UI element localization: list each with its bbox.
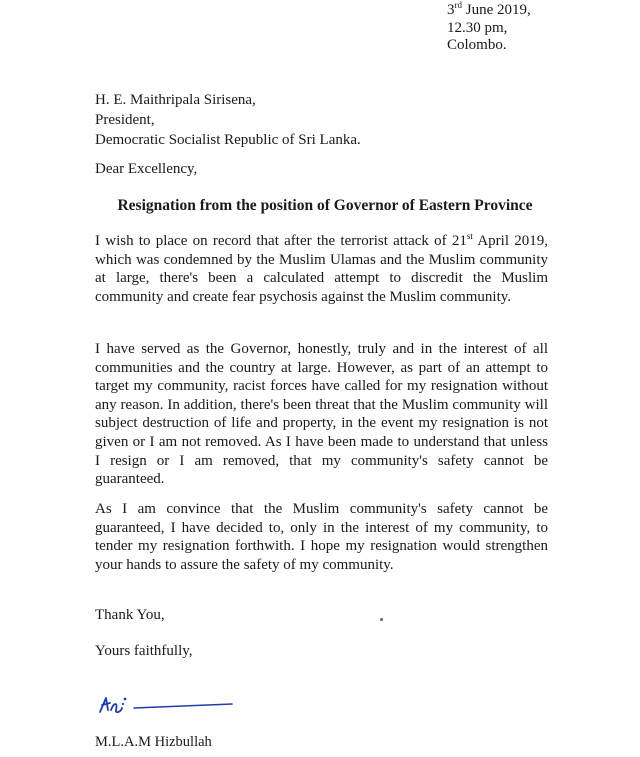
date-block: [447, 2, 531, 55]
handwritten-signature: [96, 690, 236, 720]
paragraph-3: As I am convince that the Muslim community's safety cannot be guaranteed, I have decided to, only in the interest of my community, to tender my resignation forthwith. I hope my resignation would strengthen your hands to assure the safety of my community.: [95, 501, 548, 573]
addressee-country: Democratic Socialist Republic of Sri Lanka.: [95, 132, 361, 148]
paragraph-2: I have served as the Governor, honestly, truly and in the interest of all communities and the country at large. However, as part of an attempt to target my community, racist forces have called for my resignation without any reason. In addition, there's been threat that the Muslim community will subject destruction of life and property, in the event my resignation is not given or I am not removed. As I have been made to understand that unless I resign or I am removed, that my community's safety cannot be guaranteed.: [95, 341, 548, 488]
letter-place: Colombo.: [447, 37, 507, 53]
addressee-block: [95, 90, 361, 150]
addressee-title: President,: [95, 112, 155, 128]
signer-name: M.L.A.M Hizbullah: [95, 734, 212, 750]
addressee-name: H. E. Maithripala Sirisena,: [95, 92, 256, 108]
paragraph-1: I wish to place on record that after the terrorist attack of 21st April 2019, which was condemned by the Muslim Ulamas and the Muslim community at large, there's been a calculated attempt to discredit the Muslim community and create fear psychosis against the Muslim community.: [95, 231, 548, 305]
salutation: Dear Excellency,: [95, 161, 198, 177]
letter-time: 12.30 pm,: [447, 19, 508, 36]
scan-speck: [380, 618, 383, 621]
closing-signoff: Yours faithfully,: [95, 643, 193, 659]
subject-line: Resignation from the position of Governor of Eastern Province: [117, 197, 533, 214]
letter-date: 3rd June 2019,: [447, 0, 531, 18]
closing-thanks: Thank You,: [95, 607, 165, 623]
